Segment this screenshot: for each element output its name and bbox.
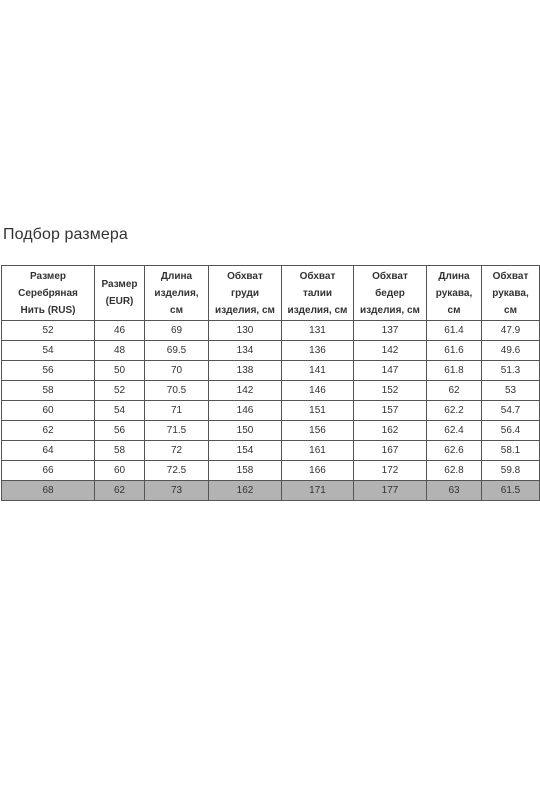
table-cell: 177 — [354, 481, 427, 501]
table-cell: 142 — [209, 381, 282, 401]
column-header-line: (EUR) — [105, 296, 134, 307]
column-header-line: рукава, — [492, 287, 529, 299]
table-cell: 53 — [482, 381, 540, 401]
table-cell: 162 — [209, 481, 282, 501]
column-header-line: изделия, — [154, 287, 199, 299]
table-row — [2, 421, 540, 441]
table-cell: 47.9 — [482, 321, 540, 341]
table-cell: 62.2 — [427, 401, 482, 421]
table-cell: 62.8 — [427, 461, 482, 481]
table-cell: 136 — [282, 341, 354, 361]
table-row — [2, 381, 540, 401]
table-cell: 51.3 — [482, 361, 540, 381]
table-row — [2, 441, 540, 461]
table-cell: 56.4 — [482, 421, 540, 441]
table-cell: 162 — [354, 421, 427, 441]
column-header-line: изделия, см — [287, 304, 348, 316]
column-header-line: Размер — [101, 279, 138, 290]
table-cell: 61.6 — [427, 341, 482, 361]
table-cell: 152 — [354, 381, 427, 401]
table-cell: 62.6 — [427, 441, 482, 461]
table-cell: 72 — [145, 441, 209, 461]
table-cell: 150 — [209, 421, 282, 441]
column-header-line: груди — [231, 287, 259, 299]
table-cell: 59.8 — [482, 461, 540, 481]
table-cell: 54 — [95, 401, 145, 421]
table-cell: 63 — [427, 481, 482, 501]
table-cell: 60 — [2, 401, 95, 421]
column-header — [282, 266, 354, 321]
table-cell: 61.4 — [427, 321, 482, 341]
table-cell: 60 — [95, 461, 145, 481]
table-cell: 72.5 — [145, 461, 209, 481]
column-header-line: рукава, — [435, 287, 473, 299]
table-cell: 161 — [282, 441, 354, 461]
column-header-line: изделия, см — [360, 304, 420, 316]
table-cell: 166 — [282, 461, 354, 481]
table-cell: 64 — [2, 441, 95, 461]
table-cell: 172 — [354, 461, 427, 481]
table-cell: 62.4 — [427, 421, 482, 441]
table-cell: 147 — [354, 361, 427, 381]
table-cell: 151 — [282, 401, 354, 421]
table-cell: 134 — [209, 341, 282, 361]
column-header — [145, 266, 209, 321]
column-header-line: см — [447, 304, 461, 316]
table-cell: 49.6 — [482, 341, 540, 361]
column-header-line: Длина — [438, 270, 470, 282]
column-header — [427, 266, 482, 321]
table-cell: 141 — [282, 361, 354, 381]
column-header-line: изделия, см — [215, 304, 275, 316]
column-header-line: бедер — [375, 287, 405, 299]
table-cell: 46 — [95, 321, 145, 341]
column-header-line: Нить (RUS) — [20, 304, 76, 316]
table-cell: 48 — [95, 341, 145, 361]
table-row — [2, 361, 540, 381]
column-header — [354, 266, 427, 321]
table-cell: 61.8 — [427, 361, 482, 381]
table-header-row — [2, 266, 540, 321]
column-header-line: Обхват — [492, 270, 529, 282]
column-header-line: см — [504, 304, 517, 316]
table-cell: 68 — [2, 481, 95, 501]
table-cell: 171 — [282, 481, 354, 501]
table-cell: 138 — [209, 361, 282, 381]
table-row — [2, 481, 540, 501]
table-cell: 156 — [282, 421, 354, 441]
column-header-line: Серебряная — [18, 287, 78, 299]
column-header-line: Длина — [160, 270, 193, 282]
table-row — [2, 321, 540, 341]
table-cell: 137 — [354, 321, 427, 341]
column-header-line: см — [170, 304, 183, 316]
table-cell: 58.1 — [482, 441, 540, 461]
column-header — [2, 266, 95, 321]
column-header — [95, 266, 145, 321]
table-row — [2, 401, 540, 421]
column-header — [482, 266, 540, 321]
table-cell: 71 — [145, 401, 209, 421]
table-cell: 62 — [2, 421, 95, 441]
table-cell: 130 — [209, 321, 282, 341]
column-header-line: Обхват — [299, 270, 336, 282]
column-header-line: Обхват — [227, 270, 263, 282]
table-cell: 131 — [282, 321, 354, 341]
table-cell: 158 — [209, 461, 282, 481]
size-chart-table — [1, 265, 540, 501]
table-cell: 56 — [95, 421, 145, 441]
table-cell: 62 — [95, 481, 145, 501]
table-cell: 157 — [354, 401, 427, 421]
table-cell: 69 — [145, 321, 209, 341]
table-cell: 70 — [145, 361, 209, 381]
column-header — [209, 266, 282, 321]
table-cell: 56 — [2, 361, 95, 381]
table-cell: 167 — [354, 441, 427, 461]
table-cell: 58 — [95, 441, 145, 461]
table-cell: 69.5 — [145, 341, 209, 361]
column-header-line: Размер — [29, 270, 66, 282]
table-cell: 146 — [282, 381, 354, 401]
table-body — [2, 321, 540, 501]
table-cell: 62 — [427, 381, 482, 401]
column-header-line: Обхват — [372, 270, 408, 282]
table-cell: 146 — [209, 401, 282, 421]
table-cell: 54 — [2, 341, 95, 361]
table-cell: 70.5 — [145, 381, 209, 401]
table-cell: 50 — [95, 361, 145, 381]
table-cell: 52 — [2, 321, 95, 341]
column-header-line: талии — [302, 287, 333, 299]
table-cell: 61.5 — [482, 481, 540, 501]
table-cell: 66 — [2, 461, 95, 481]
table-cell: 52 — [95, 381, 145, 401]
table-cell: 154 — [209, 441, 282, 461]
table-row — [2, 461, 540, 481]
table-cell: 54.7 — [482, 401, 540, 421]
page-title: Подбор размера — [3, 226, 128, 243]
table-cell: 58 — [2, 381, 95, 401]
table-cell: 142 — [354, 341, 427, 361]
table-row — [2, 341, 540, 361]
table-cell: 73 — [145, 481, 209, 501]
table-cell: 71.5 — [145, 421, 209, 441]
